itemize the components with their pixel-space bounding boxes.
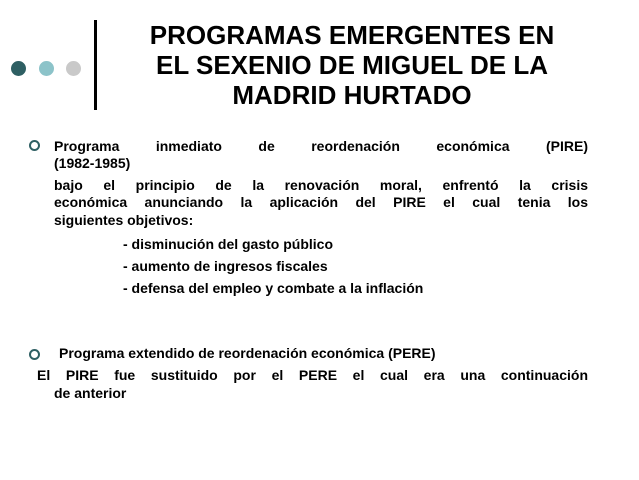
title-line-1: PROGRAMAS EMERGENTES EN	[149, 20, 555, 50]
title-line-2: EL SEXENIO DE MIGUEL DE LA	[156, 50, 548, 80]
objective-item: - aumento de ingresos fiscales	[123, 258, 328, 274]
bullet-2-line-1: Programa extendido de reordenación económica (PERE)	[59, 345, 436, 361]
paragraph-1-line-2: económica anunciando la aplicación del PIRE el cual tenia los	[54, 194, 588, 210]
paragraph-2-line-1: El PIRE fue sustituido por el PERE el cual era una continuación	[37, 367, 588, 383]
paragraph-1-line-3: siguientes objetivos:	[54, 212, 194, 228]
bullet-1-line-1: Programa inmediato de reordenación económica (PIRE)	[54, 138, 588, 154]
paragraph-2-line-2: de anterior	[54, 385, 127, 401]
bullet-circle-icon	[29, 349, 40, 360]
bullet-circle-icon	[29, 140, 40, 151]
paragraph-1-line-1: bajo el principio de la renovación moral, enfrentó la crisis	[54, 177, 588, 193]
objective-item: - defensa del empleo y combate a la inflación	[123, 280, 424, 296]
bullet-1-line-2: (1982-1985)	[54, 155, 131, 171]
objective-item: - disminución del gasto público	[123, 236, 334, 252]
title-line-3: MADRID HURTADO	[232, 80, 472, 110]
